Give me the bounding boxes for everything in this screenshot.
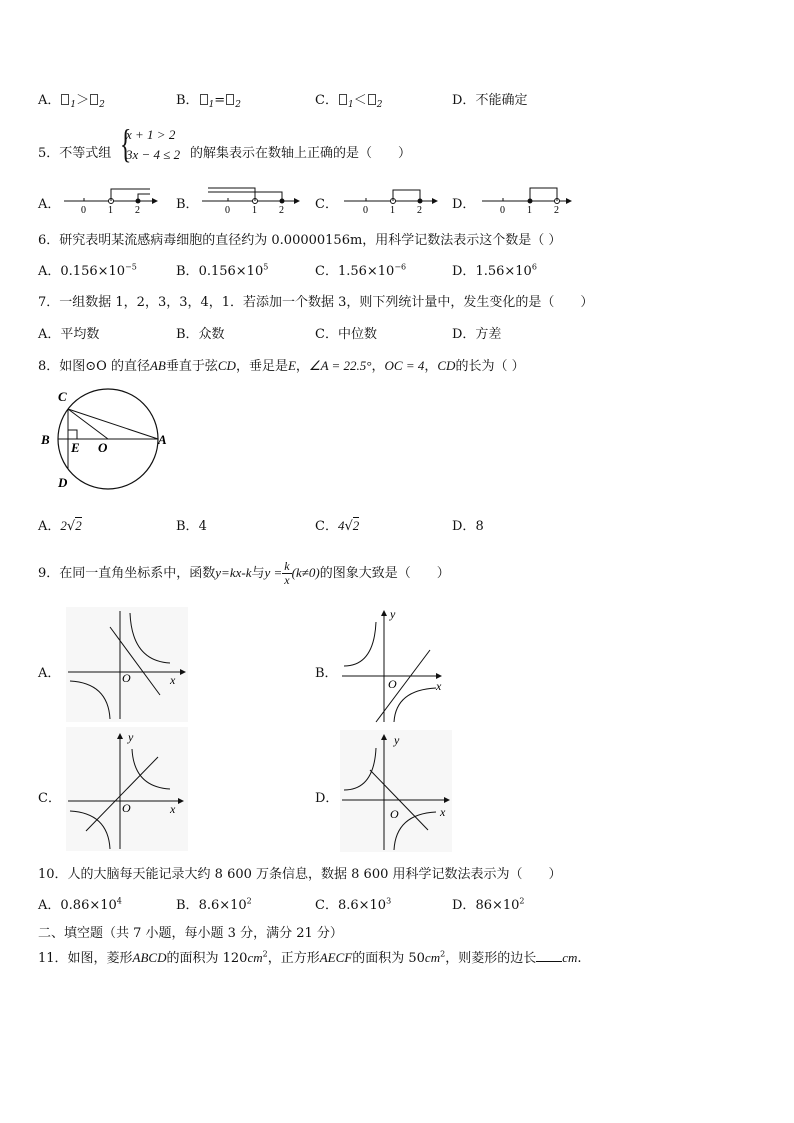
sqrt-icon: √ <box>344 519 353 534</box>
numerator: k <box>284 559 290 573</box>
option-exponent: −5 <box>125 262 137 272</box>
option-text: 不能确定 <box>475 93 528 108</box>
q9-y: y = <box>264 565 283 580</box>
q10-question: 10．人的大脑每天能记录大约 8 600 万条信息，数据 8 600 用科学记数法表示为（ ） <box>38 867 562 882</box>
q8-ab: AB <box>149 358 166 373</box>
q8-text: ， <box>424 359 438 374</box>
label-e: E <box>71 440 80 455</box>
q5-letter-b[interactable]: B． <box>176 197 199 212</box>
number-line-b <box>198 182 302 216</box>
q8-option-d[interactable] <box>452 515 484 534</box>
question-text: 不等式组 <box>59 146 112 161</box>
tick-label: 1 <box>390 205 395 216</box>
y-label: y <box>390 607 396 621</box>
option-base: 0.156×10 <box>60 264 126 279</box>
q9-condition: (k≠0) <box>291 565 320 580</box>
q8-text: ，垂足是 <box>235 359 288 374</box>
q9-letter-c[interactable]: C． <box>38 791 61 806</box>
q10-option-a[interactable] <box>38 894 122 913</box>
subscript: 1 <box>208 100 215 110</box>
q8-text: ， <box>295 359 309 374</box>
option-exponent: 5 <box>263 262 269 272</box>
subscript: 1 <box>347 100 354 110</box>
q11-text: 的面积为 120 <box>166 951 248 966</box>
option-exponent: 2 <box>519 896 525 906</box>
origin-label: O <box>388 677 397 691</box>
coef: 4 <box>337 518 345 533</box>
answer-blank[interactable] <box>536 951 562 962</box>
q6-option-b[interactable] <box>176 260 268 279</box>
garbled-glyph-icon <box>90 94 98 105</box>
circle-figure <box>38 386 174 498</box>
tick-label: 0 <box>363 205 368 216</box>
option-exponent: 4 <box>116 896 122 906</box>
option-letter: D． <box>452 519 476 534</box>
label-b: B <box>41 432 50 447</box>
origin-label: O <box>390 807 399 821</box>
q8-text: 垂直于弦 <box>165 359 218 374</box>
option-letter: B． <box>176 898 199 913</box>
label-d: D <box>58 475 68 490</box>
q9-text: 9．在同一直角坐标系中，函数 <box>38 566 216 581</box>
tick-label: 0 <box>81 205 86 216</box>
tick-label: 2 <box>417 205 422 216</box>
system-eq2: 3x − 4 ≤ 2 <box>126 147 181 162</box>
option-letter: C． <box>315 519 338 534</box>
garbled-glyph-icon <box>226 94 234 105</box>
garbled-glyph-icon <box>339 94 347 105</box>
q8-text: 的长为（ ） <box>455 359 525 374</box>
option-letter: C． <box>315 898 338 913</box>
x-label: x <box>436 679 442 693</box>
q5-letter-c[interactable]: C． <box>315 197 338 212</box>
y-label: y <box>128 730 134 744</box>
q8-option-a[interactable] <box>38 515 82 534</box>
tick-label: 0 <box>225 205 230 216</box>
option-letter: B． <box>176 264 199 279</box>
option-letter: B． <box>176 93 199 108</box>
q8-cd: CD <box>437 358 456 373</box>
q5-letter-d[interactable]: D． <box>452 197 476 212</box>
option-letter: D． <box>452 264 476 279</box>
x-label: x <box>440 805 446 819</box>
origin-label: O <box>122 671 131 685</box>
subscript: 2 <box>235 100 241 110</box>
tick-label: 0 <box>500 205 505 216</box>
question-number: 5． <box>38 146 60 161</box>
label-o: O <box>98 440 108 455</box>
q5-letter-a[interactable]: A． <box>38 197 61 212</box>
q8-option-c[interactable] <box>315 515 359 534</box>
operator: ＜ <box>353 93 367 108</box>
q11-aecf: AECF <box>319 950 353 965</box>
q8-oc: OC = 4 <box>384 358 425 373</box>
q9-text: 的图象大致是（ ） <box>319 566 450 581</box>
tick-label: 2 <box>279 205 284 216</box>
q9-letter-b[interactable]: B． <box>315 666 338 681</box>
subscript: 1 <box>70 100 77 110</box>
subscript: 2 <box>376 100 383 110</box>
q8-e: E <box>287 358 296 373</box>
y-label: y <box>394 733 400 747</box>
q7-question: 7．一组数据 1，2，3，3，4，1．若添加一个数据 3，则下列统计量中，发生变化的是（ ） <box>38 295 594 310</box>
option-letter: C． <box>315 93 338 108</box>
section-heading: 二、填空题（共 7 小题，每小题 3 分，满分 21 分） <box>38 926 343 941</box>
garbled-glyph-icon <box>61 94 69 105</box>
q11-unit: cm <box>247 950 263 965</box>
q8-question <box>38 355 525 374</box>
q8-cd: CD <box>217 358 236 373</box>
option-letter: A． <box>38 898 61 913</box>
tick-label: 2 <box>135 205 140 216</box>
operator: ＞ <box>76 93 90 108</box>
option-base: 8.6×10 <box>198 898 247 913</box>
option-letter: A． <box>38 264 61 279</box>
radicand: 2 <box>352 518 360 533</box>
option-text: 4 <box>198 519 207 534</box>
q9-letter-d[interactable]: D． <box>315 791 339 806</box>
graph-d <box>340 730 452 852</box>
q8-option-b[interactable] <box>176 515 207 534</box>
q5-suffix: 的解集表示在数轴上正确的是（ ） <box>190 146 412 161</box>
tick-label: 2 <box>554 205 559 216</box>
label-c: C <box>58 389 67 404</box>
tick-label: 1 <box>108 205 113 216</box>
option-exponent: 2 <box>246 896 252 906</box>
x-label: x <box>170 673 176 687</box>
option-exponent: 3 <box>386 896 392 906</box>
q9-letter-a[interactable]: A． <box>38 666 61 681</box>
q4-option-b[interactable] <box>176 89 241 110</box>
option-base: 1.56×10 <box>337 264 395 279</box>
option-base: 0.86×10 <box>60 898 117 913</box>
q4-option-d[interactable] <box>452 89 527 108</box>
q11-text: 11．如图，菱形 <box>38 951 133 966</box>
label-a: A <box>158 432 167 447</box>
fraction <box>282 560 291 587</box>
coef: 2 <box>60 518 67 533</box>
q7-option-a[interactable]: A．平均数 <box>38 327 100 342</box>
q11-text: 的面积为 50 <box>352 951 425 966</box>
q6-option-a[interactable] <box>38 260 137 279</box>
graph-a <box>66 607 188 722</box>
number-line-d <box>478 182 578 216</box>
option-letter: C． <box>315 264 338 279</box>
q11-unit: cm <box>562 950 578 965</box>
number-line-c <box>340 182 440 216</box>
option-base: 1.56×10 <box>475 264 532 279</box>
option-text: 8 <box>475 519 484 534</box>
q9-function: y=kx-k <box>215 565 252 580</box>
option-exponent: 6 <box>531 262 537 272</box>
q11-abcd: ABCD <box>132 950 167 965</box>
q5-number-prefix <box>38 142 111 161</box>
q11-text: . <box>577 951 582 966</box>
q10-option-c[interactable] <box>315 894 391 913</box>
q7-option-b[interactable]: B．众数 <box>176 327 225 342</box>
system-eq1: x + 1 > 2 <box>126 127 176 142</box>
x-label: x <box>170 802 176 816</box>
option-letter: B． <box>176 519 199 534</box>
q10-option-d[interactable] <box>452 894 525 913</box>
option-exponent: −6 <box>394 262 407 272</box>
sqrt-icon: √ <box>66 519 76 534</box>
origin-label: O <box>122 801 131 815</box>
q8-text: ， <box>371 359 385 374</box>
denominator: x <box>284 573 290 587</box>
graph-c <box>66 727 188 851</box>
q11-text: ，正方形 <box>267 951 320 966</box>
q8-text: 8．如图⊙O 的直径 <box>38 359 150 374</box>
option-letter: A． <box>38 519 61 534</box>
q10-option-b[interactable] <box>176 894 252 913</box>
graph-b <box>340 606 452 724</box>
q4-option-c[interactable] <box>315 89 382 110</box>
option-letter: A． <box>38 93 61 108</box>
q9-text: 与 <box>251 566 265 581</box>
q11-question <box>38 947 582 966</box>
q8-angle: ∠A = 22.5° <box>308 358 372 373</box>
q11-unit: cm <box>424 950 441 965</box>
option-base: 8.6×10 <box>337 898 387 913</box>
garbled-glyph-icon <box>368 94 376 105</box>
option-base: 0.156×10 <box>198 264 264 279</box>
radicand: 2 <box>75 518 82 533</box>
q11-exp: 2 <box>262 949 268 959</box>
subscript: 2 <box>99 100 105 110</box>
q6-option-c[interactable] <box>315 260 406 279</box>
option-base: 86×10 <box>475 898 520 913</box>
tick-label: 1 <box>252 205 257 216</box>
q7-option-d[interactable]: D．方差 <box>452 327 502 342</box>
option-letter: D． <box>452 898 476 913</box>
system-brace: { <box>119 121 132 166</box>
q6-question: 6．研究表明某流感病毒细胞的直径约为 0.00000156m，用科学记数法表示这个数是（ ） <box>38 233 562 248</box>
option-letter: D． <box>452 93 476 108</box>
q6-option-d[interactable] <box>452 260 537 279</box>
q4-option-a[interactable] <box>38 89 105 110</box>
operator: = <box>214 93 226 108</box>
q7-option-c[interactable]: C．中位数 <box>315 327 377 342</box>
q9-question <box>38 560 450 587</box>
tick-label: 1 <box>527 205 532 216</box>
q11-exp: 2 <box>440 949 446 959</box>
garbled-glyph-icon <box>200 94 208 105</box>
number-line-a <box>60 182 160 216</box>
q11-text: ，则菱形的边长 <box>445 951 537 966</box>
